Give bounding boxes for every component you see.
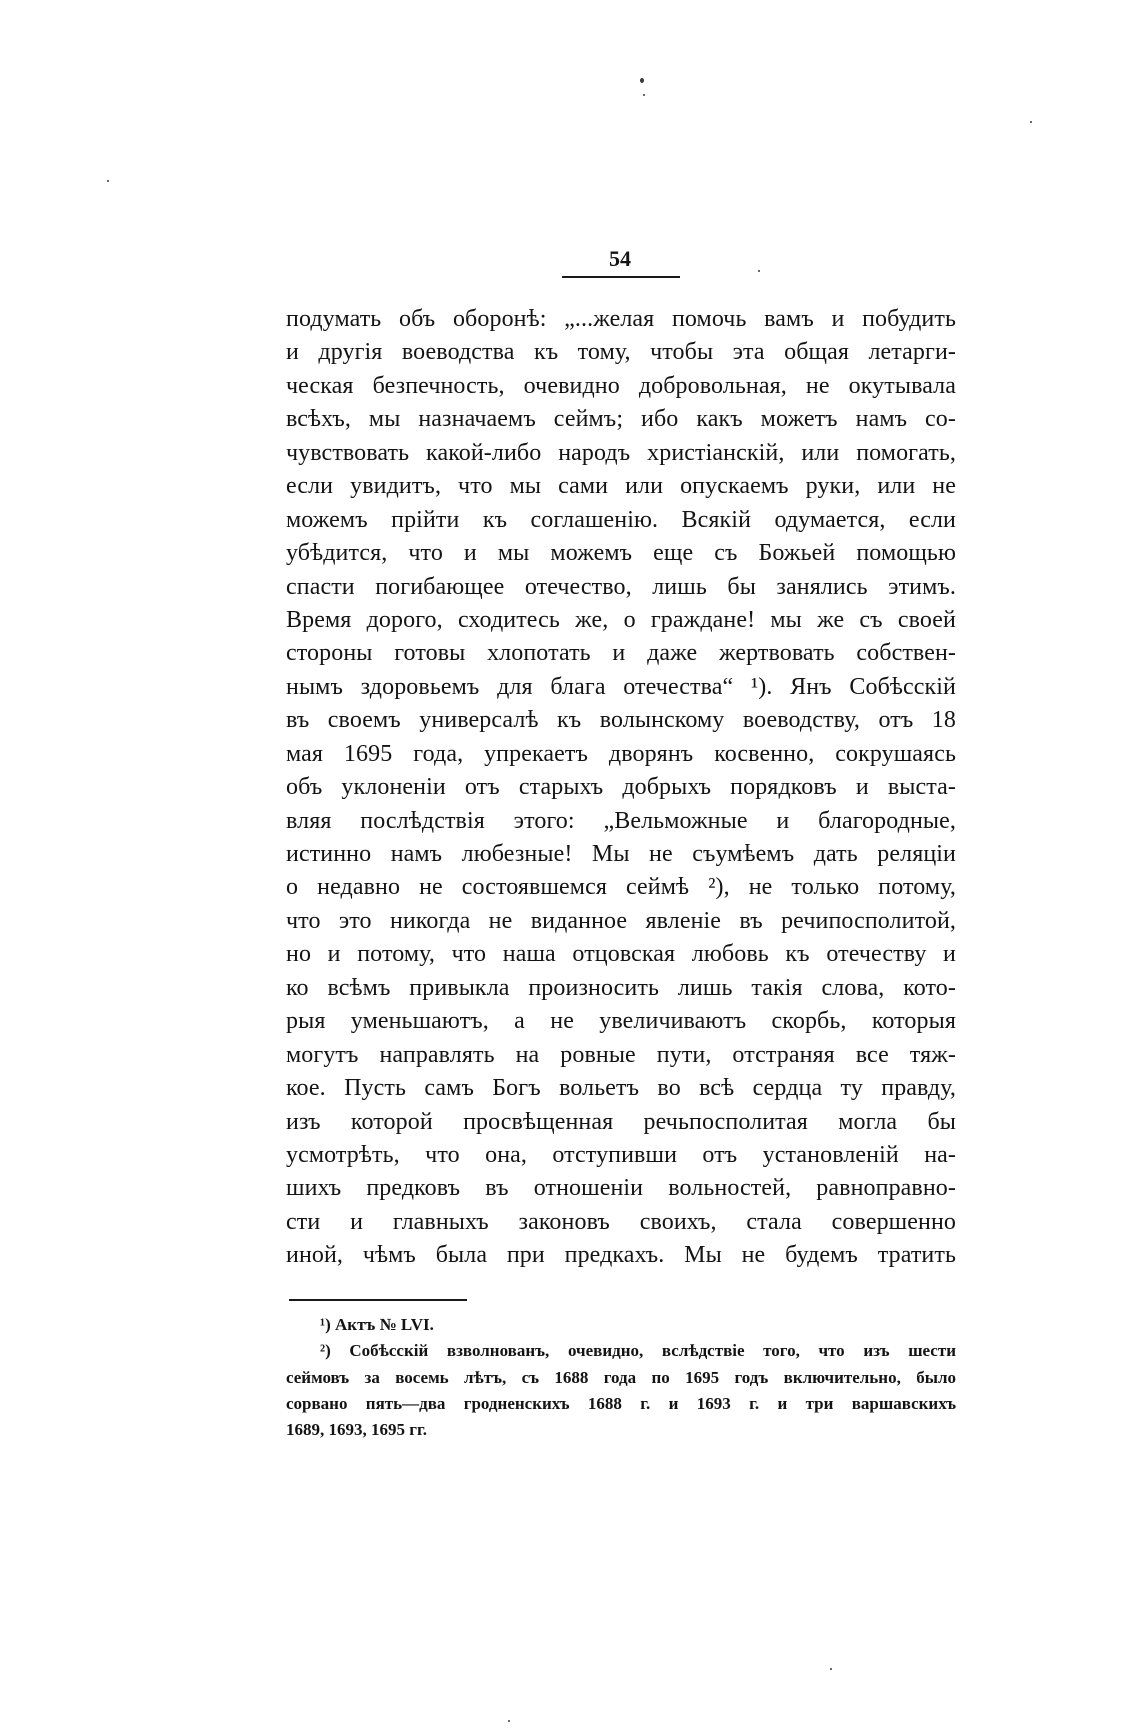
text-line: вляя послѣдствія этого: „Вельможные и благородные, [286,807,956,834]
footnote-1: ¹) Актъ № LVI. [320,1315,434,1334]
text-line: иной, чѣмъ была при предкахъ. Мы не будемъ тратить [286,1242,956,1269]
page-number: 54 [609,246,631,271]
text-line: чувствовать какой-либо народъ христіанскій, или помогать, [286,439,956,466]
text-line: спасти погибающее отечество, лишь бы занялись этимъ. [286,573,956,600]
scan-speck [643,94,645,96]
footnote-2-line: сеймовъ за восемь лѣтъ, съ 1688 года по 1695 годъ включительно, было [286,1367,956,1387]
text-line: что это никогда не виданное явленіе въ речипосполитой, [286,907,956,934]
text-line: ческая безпечность, очевидно добровольная, не окутывала [286,372,956,399]
text-line: убѣдится, что и мы можемъ еще съ Божьей помощью [286,540,956,567]
text-line: но и потому, что наша отцовская любовь къ отечеству и [286,941,956,968]
footnote-2-line: ²) Собѣсскій взволнованъ, очевидно, вслѣдствіе того, что изъ шести [320,1341,956,1361]
text-line: могутъ направлять на ровные пути, отстраняя все тяж- [286,1041,956,1068]
text-line: всѣхъ, мы назначаемъ сеймъ; ибо какъ можетъ намъ со- [286,406,956,433]
text-line: шихъ предковъ въ отношеніи вольностей, равноправно- [286,1175,956,1202]
scan-speck [758,270,760,272]
footnote-2-line: 1689, 1693, 1695 гг. [286,1420,428,1440]
footnote-separator [289,1299,467,1301]
footnotes [286,1312,956,1443]
text-line: истинно намъ любезные! Мы не съумѣемъ дать реляціи [286,841,956,867]
text-line: можемъ прійти къ соглашенію. Всякій одумается, если [286,506,956,533]
text-line: кое. Пусть самъ Богъ вольетъ во всѣ сердца ту правду, [286,1075,956,1102]
text-line: нымъ здоровьемъ для блага отечества“ ¹). Янъ Собѣсскій [286,673,956,700]
scan-speck [508,1720,510,1722]
scan-speck [1030,121,1032,123]
body-text [286,303,956,1273]
footnote-2-line: сорвано пять—два гродненскихъ 1688 г. и 1693 г. и три варшавскихъ [286,1393,956,1413]
scan-speck [107,180,109,182]
text-line: Время дорого, сходитесь же, о граждане! мы же съ своей [286,606,956,633]
text-line: рыя уменьшаютъ, а не увеличиваютъ скорбь, которыя [286,1008,956,1035]
scan-speck [640,78,644,83]
text-line: сти и главныхъ законовъ своихъ, стала совершенно [286,1208,956,1235]
text-line: подумать объ оборонѣ: „...желая помочь вамъ и побудить [286,306,956,332]
text-line: усмотрѣть, что она, отступивши отъ установленій на- [286,1141,956,1168]
text-line: изъ которой просвѣщенная речьпосполитая могла бы [286,1108,956,1135]
text-line: въ своемъ универсалѣ къ волынскому воеводству, отъ 18 [286,707,956,734]
text-line: ко всѣмъ привыкла произносить лишь такія слова, кото- [286,974,956,1001]
text-line: мая 1695 года, упрекаетъ дворянъ косвенно, сокрушаясь [286,740,956,767]
page-number-rule [562,276,680,278]
text-line: и другія воеводства къ тому, чтобы эта общая летарги- [286,339,956,366]
text-line: если увидитъ, что мы сами или опускаемъ руки, или не [286,473,956,500]
scan-speck [830,1668,832,1670]
text-line: о недавно не состоявшемся сеймѣ ²), не только потому, [286,874,956,901]
text-line: стороны готовы хлопотать и даже жертвовать собствен- [286,640,956,667]
text-line: объ уклоненіи отъ старыхъ добрыхъ порядковъ и выста- [286,774,956,801]
